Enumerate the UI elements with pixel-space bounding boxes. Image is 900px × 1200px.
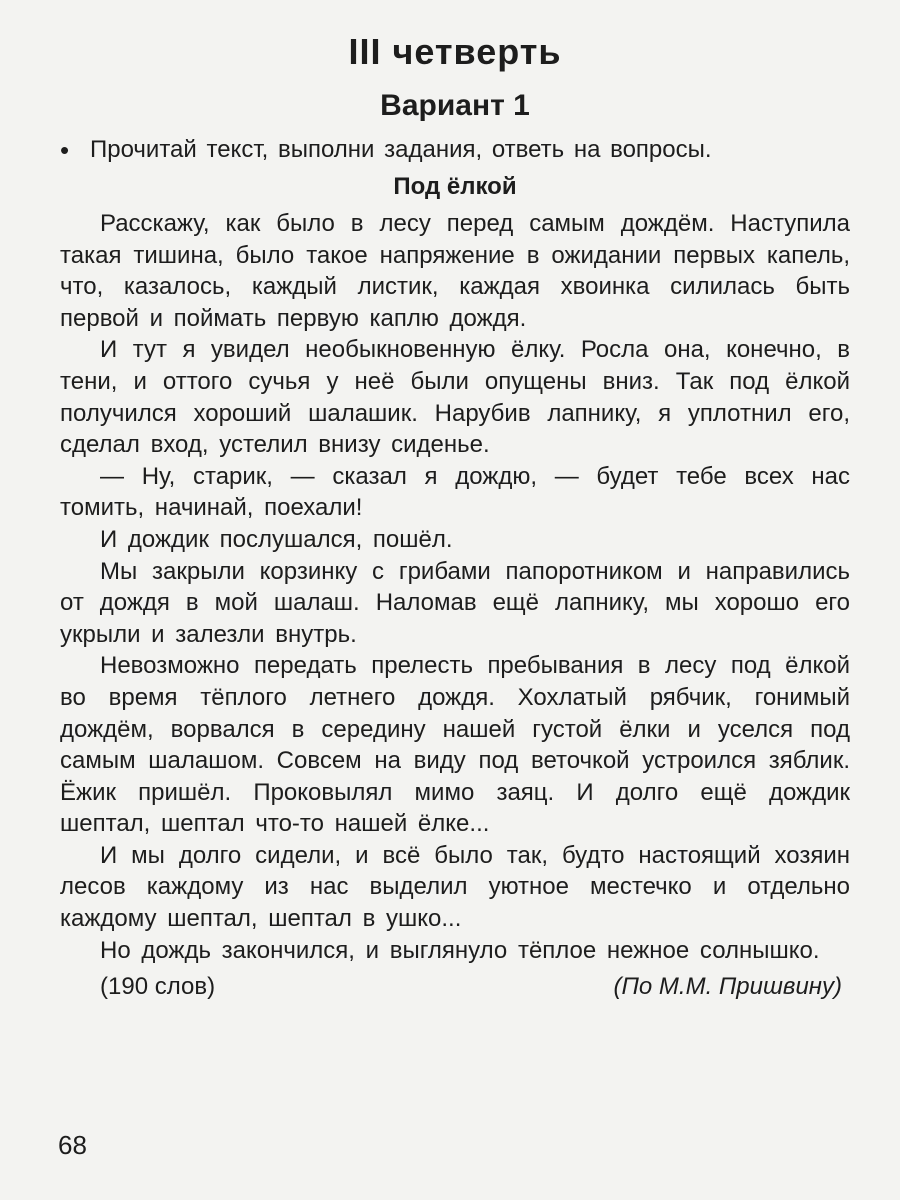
- story-text: [60, 208, 850, 966]
- story-paragraph: — Ну, старик, — сказал я дождю, — будет тебе всех нас томить, начинай, поехали!: [60, 462, 850, 522]
- instruction: [60, 134, 850, 166]
- story-paragraph: Мы закрыли корзинку с грибами папоротником и направились от дождя в мой шалаш. Наломав ещё лапнику, мы хорошо его укрыли и залезли внутрь.: [60, 557, 850, 648]
- page: [60, 28, 850, 1004]
- source-attribution: (По М.М. Пришвину): [613, 973, 842, 1001]
- quarter-title: III четверть: [348, 31, 562, 72]
- instruction-text: Прочитай текст, выполни задания, ответь на вопросы.: [90, 136, 712, 163]
- story-paragraph: Расскажу, как было в лесу перед самым дождём. Наступила такая тишина, было такое напряжение в ожидании первых капель, что, казалось, каждый листик, каждая хвоинка силилась быть первой и поймать первую каплю дождя.: [60, 210, 850, 332]
- story-paragraph: И дождик послушался, пошёл.: [100, 525, 453, 553]
- bullet-icon: •: [60, 135, 70, 165]
- page-number: 68: [58, 1130, 87, 1160]
- variant-title: Вариант 1: [380, 89, 530, 122]
- story-title: Под ёлкой: [393, 173, 517, 200]
- word-count: (190 слов): [100, 973, 216, 1001]
- story-paragraph: И мы долго сидели, и всё было так, будто настоящий хозяин лесов каждому из нас выделил уютное местечко и отдельно каждому шептал, шептал в ушко...: [60, 841, 850, 933]
- story-footer: [60, 970, 850, 1004]
- story-paragraph: Но дождь закончился, и выглянуло тёплое нежное солнышко.: [100, 936, 820, 964]
- story-paragraph: Невозможно передать прелесть пребывания в лесу под ёлкой во время тёплого летнего дождя. Хохлатый рябчик, гонимый дождём, ворвался в середину нашей густой ёлки и уселся под самым шалашом. Совсем на виду под веточкой устроился зяблик. Ёжик пришёл. Проковылял мимо заяц. И долго ещё дождик шептал, шептал что-то нашей ёлке...: [60, 652, 850, 838]
- story-paragraph: И тут я увидел необыкновенную ёлку. Росла она, конечно, в тени, и оттого сучья у неё были опущены вниз. Так под ёлкой получился хороший шалашик. Нарубив лапнику, я уплотнил его, сделал вход, устелил внизу сиденье.: [60, 336, 850, 459]
